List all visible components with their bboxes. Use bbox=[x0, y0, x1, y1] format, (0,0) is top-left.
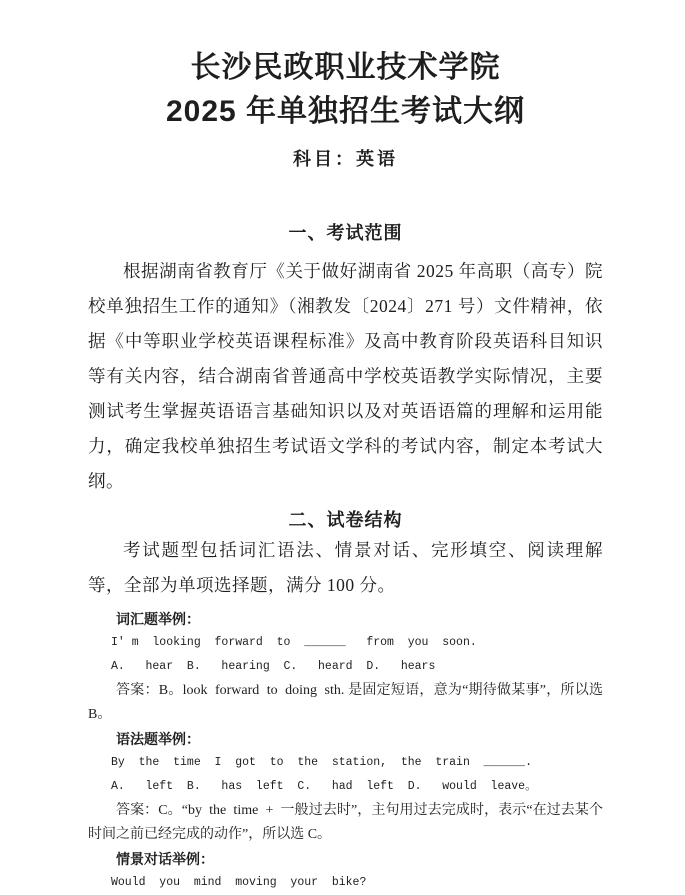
examples-block bbox=[88, 607, 607, 895]
section-2-heading: 二、试卷结构 bbox=[288, 510, 403, 530]
section-1-paragraph: 根据湖南省教育厅《关于做好湖南省 2025 年高职（高专）院校单独招生工作的通知》（湘教发〔2024〕271 号）文件精神，依据《中等职业学校英语课程标准》及高中教育阶段英语科目知识等有关内容，结合湖南省普通高中学校英语教学实际情况，主要测试考生掌握英语语言基础知识以及对英语语篇的理解和运用能力，确定我校单独招生考试语文学科的考试内容，制定本考试大纲。 bbox=[88, 261, 603, 491]
section-1-heading: 一、考试范围 bbox=[288, 223, 403, 243]
subject-line: 科目：英语 bbox=[293, 149, 398, 169]
vocab-example-options: A. hear B. hearing C. heard D. hears bbox=[111, 660, 436, 673]
section-2-paragraph: 考试题型包括词汇语法、情景对话、完形填空、阅读理解等，全部为单项选择题，满分 100 分。 bbox=[88, 540, 603, 595]
grammar-example-label: 语法题举例： bbox=[116, 731, 200, 747]
dialog-example-label: 情景对话举例： bbox=[116, 851, 214, 867]
dialog-example-group bbox=[88, 847, 603, 895]
grammar-example-options: A. left B. has left C. had left D. would leave。 bbox=[111, 780, 537, 793]
grammar-example-group bbox=[88, 727, 603, 847]
document-title-line2: 2025 年单独招生考试大纲 bbox=[165, 95, 526, 128]
vocab-example-label: 词汇题举例： bbox=[116, 611, 200, 627]
vocab-example-question: I' m looking forward to ______ from you soon. bbox=[111, 636, 477, 649]
grammar-example-question: By the time I got to the station, the train ______. bbox=[111, 756, 532, 769]
document-title-line1: 长沙民政职业技术学院 bbox=[190, 51, 501, 84]
grammar-example-answer: 答案：C。“by the time + 一般过去时”，主句用过去完成时，表示“在过去某个时间之前已经完成的动作”，所以选 C。 bbox=[88, 803, 603, 842]
vocab-example-answer: 答案：B。look forward to doing sth. 是固定短语，意为“期待做某事”，所以选 B。 bbox=[88, 683, 607, 722]
vocab-example-group bbox=[88, 607, 607, 727]
dialog-example-question: Would you mind moving your bike? bbox=[111, 876, 367, 889]
